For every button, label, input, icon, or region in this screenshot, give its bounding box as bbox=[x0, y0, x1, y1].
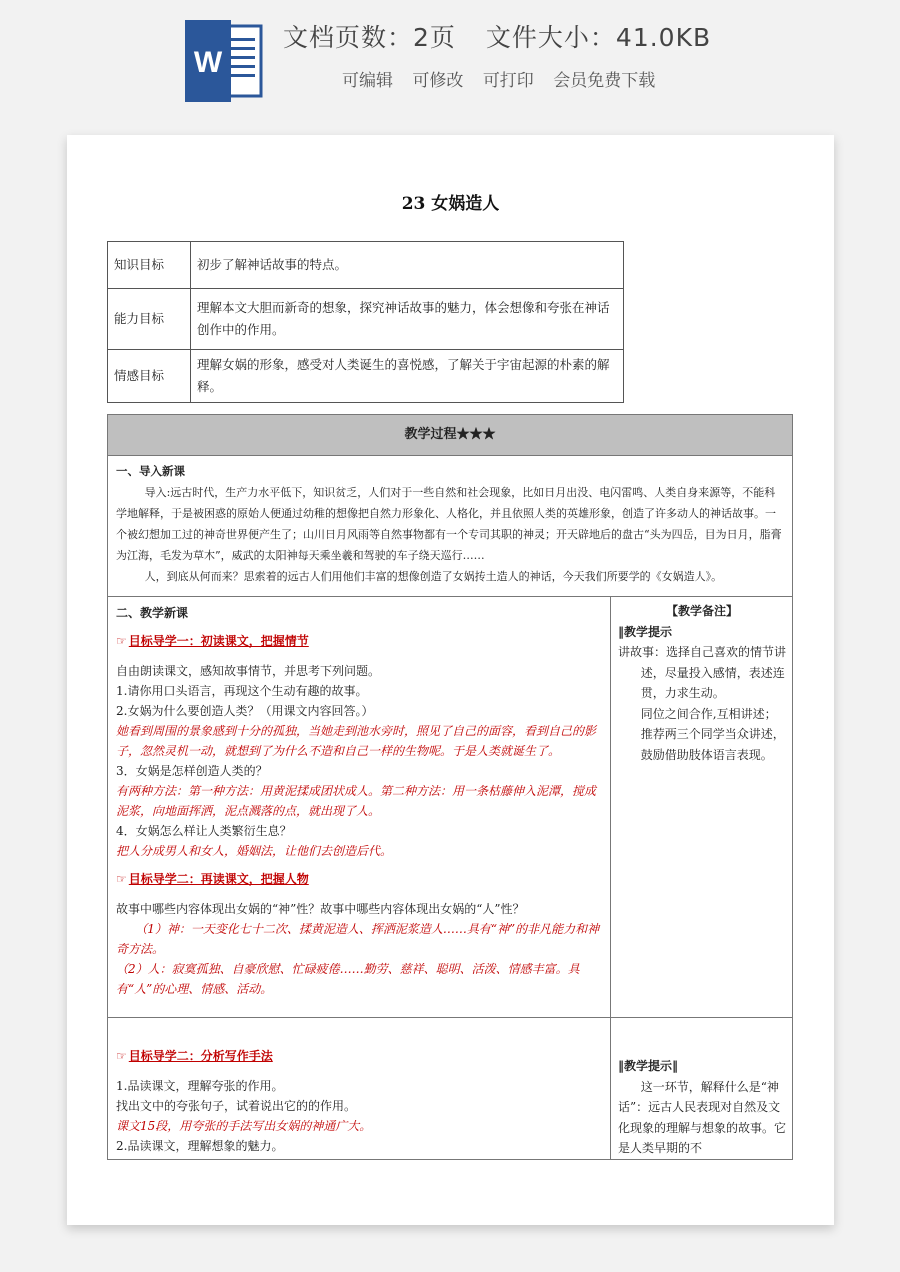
answer: 课文15段，用夸张的手法写出女娲的神通广大。 bbox=[116, 1119, 372, 1133]
question: 2.品读课文，理解想象的魅力。 bbox=[116, 1139, 284, 1153]
pointing-hand-icon: ☞ bbox=[116, 872, 127, 886]
word-document-icon bbox=[185, 20, 265, 102]
pointing-hand-icon: ☞ bbox=[116, 634, 127, 648]
page-title: 23 女娲造人 bbox=[401, 194, 500, 214]
goal-value: 初步了解神话故事的特点。 bbox=[191, 242, 624, 289]
table-row bbox=[108, 242, 624, 289]
writing-technique-row bbox=[108, 1018, 792, 1159]
notes-text: 这一环节，解释什么是“神话”：远古人民表现对自然及文化现象的理解与想象的故事。它是人类早期的不 bbox=[618, 1079, 787, 1155]
goals-table bbox=[107, 241, 624, 403]
download-banner bbox=[0, 0, 900, 120]
answer: 有两种方法：第一种方法：用黄泥揉成团状成人。第二种方法：用一条枯藤伸入泥潭，搅成泥浆，向地面挥洒，泥点溅落的点，就出现了人。 bbox=[116, 784, 597, 818]
feature-line bbox=[342, 66, 663, 91]
guide-heading: ☞ 目标导学一：初读课文，把握情节 bbox=[116, 634, 309, 648]
answer: （2）人：寂寞孤独、自豪欣慰、忙碌疲倦……勤劳、慈祥、聪明、活泼、情感丰富。具有“人”的心理、情感、活动。 bbox=[116, 962, 580, 996]
lesson-main-column bbox=[108, 1018, 611, 1159]
task-text: 自由朗读课文，感知故事情节，并思考下列问题。 bbox=[116, 664, 381, 678]
question: 2.女娲为什么要创造人类？（用课文内容回答。） bbox=[116, 704, 374, 718]
document-page bbox=[67, 135, 834, 1225]
teaching-notes-column bbox=[612, 597, 792, 1017]
goal-key: 知识目标 bbox=[108, 242, 191, 289]
section-heading: 二、教学新课 bbox=[116, 606, 189, 620]
teaching-notes-column bbox=[612, 1018, 792, 1159]
notes-text: 同位之间合作,互相讲述；推荐两三个同学当众讲述，鼓励借助肢体语言表现。 bbox=[640, 706, 785, 762]
feature-modifiable: 可修改 bbox=[412, 71, 464, 91]
feature-editable: 可编辑 bbox=[342, 71, 393, 91]
pointing-hand-icon: ☞ bbox=[116, 1049, 127, 1063]
teaching-process-table bbox=[107, 414, 793, 1160]
notes-text: 讲故事：选择自己喜欢的情节讲述，尽量投入感情，表述连贯，力求生动。 bbox=[618, 645, 787, 700]
tip-label: ‖教学提示‖ bbox=[618, 1059, 679, 1073]
goal-value: 理解女娲的形象，感受对人类诞生的喜悦感，了解关于宇宙起源的朴素的解释。 bbox=[191, 350, 624, 403]
question: 3．女娲是怎样创造人类的？ bbox=[116, 764, 268, 778]
intro-paragraph: 人，到底从何而来？思索着的远古人们用他们丰富的想像创造了女娲抟土造人的神话，今天我们所要学的《女娲造人》。 bbox=[144, 570, 723, 583]
lesson-main-column bbox=[108, 597, 611, 1017]
file-info-line bbox=[283, 18, 711, 54]
answer: （1）神：一天变化七十二次、揉黄泥造人、挥洒泥浆造人……具有“神”的非凡能力和神奇方法。 bbox=[116, 922, 600, 956]
answer: 把人分成男人和女人，婚姻法，让他们去创造后代。 bbox=[116, 844, 393, 858]
intro-section bbox=[108, 456, 792, 597]
feature-printable: 可打印 bbox=[482, 71, 534, 91]
svg-text:W: W bbox=[193, 46, 223, 79]
question: 找出文中的夸张句子，试着说出它的的作用。 bbox=[116, 1099, 357, 1113]
intro-paragraph: 导入:远古时代，生产力水平低下，知识贫乏，人们对于一些自然和社会现象，比如日月出没、电闪雷鸣、人类自身来源等，不能科学地解释，于是被困惑的原始人便通过幼稚的想像把自然力形象化、人格化，并且依照人类的英雄形象，创造了许多动人的神话故事。一个被幻想加工过的神奇世界便产生了；山川日月风雨等自然事物都有一个专司其职的神灵；开天辟地后的盘古“头为四岳，目为日月，脂膏为江海，毛发为草木”，威武的太阳神每天乘坐羲和驾驶的车子绕天巡行…… bbox=[116, 486, 782, 562]
process-header: 教学过程★★★ bbox=[108, 415, 792, 456]
question: 1.品读课文，理解夸张的作用。 bbox=[116, 1079, 284, 1093]
notes-heading: 【教学备注】 bbox=[665, 604, 738, 618]
page-count: 文档页数：2页 bbox=[283, 23, 456, 52]
file-size: 文件大小：41.0KB bbox=[485, 23, 712, 52]
new-lesson-row bbox=[108, 597, 792, 1018]
question: 1.请你用口头语言，再现这个生动有趣的故事。 bbox=[116, 684, 368, 698]
intro-heading: 一、导入新课 bbox=[116, 464, 185, 478]
table-row bbox=[108, 350, 624, 403]
feature-member-download[interactable]: 会员免费下载 bbox=[553, 71, 656, 91]
goal-key: 能力目标 bbox=[108, 289, 191, 350]
question: 故事中哪些内容体现出女娲的“神”性？故事中哪些内容体现出女娲的“人”性？ bbox=[116, 902, 525, 916]
goal-value: 理解本文大胆而新奇的想象，探究神话故事的魅力，体会想像和夸张在神话创作中的作用。 bbox=[191, 289, 624, 350]
table-row bbox=[108, 289, 624, 350]
guide-heading: ☞ 目标导学二：再读课文，把握人物 bbox=[116, 872, 309, 886]
answer: 她看到周围的景象感到十分的孤独，当她走到池水旁时，照见了自己的面容，看到自己的影子，忽然灵机一动，就想到了为什么不造和自己一样的生物呢。于是人类就诞生了。 bbox=[116, 724, 597, 758]
question: 4．女娲怎么样让人类繁衍生息？ bbox=[116, 824, 292, 838]
goal-key: 情感目标 bbox=[108, 350, 191, 403]
guide-heading: ☞ 目标导学二：分析写作手法 bbox=[116, 1049, 273, 1063]
tip-label: ‖教学提示 bbox=[618, 624, 673, 639]
